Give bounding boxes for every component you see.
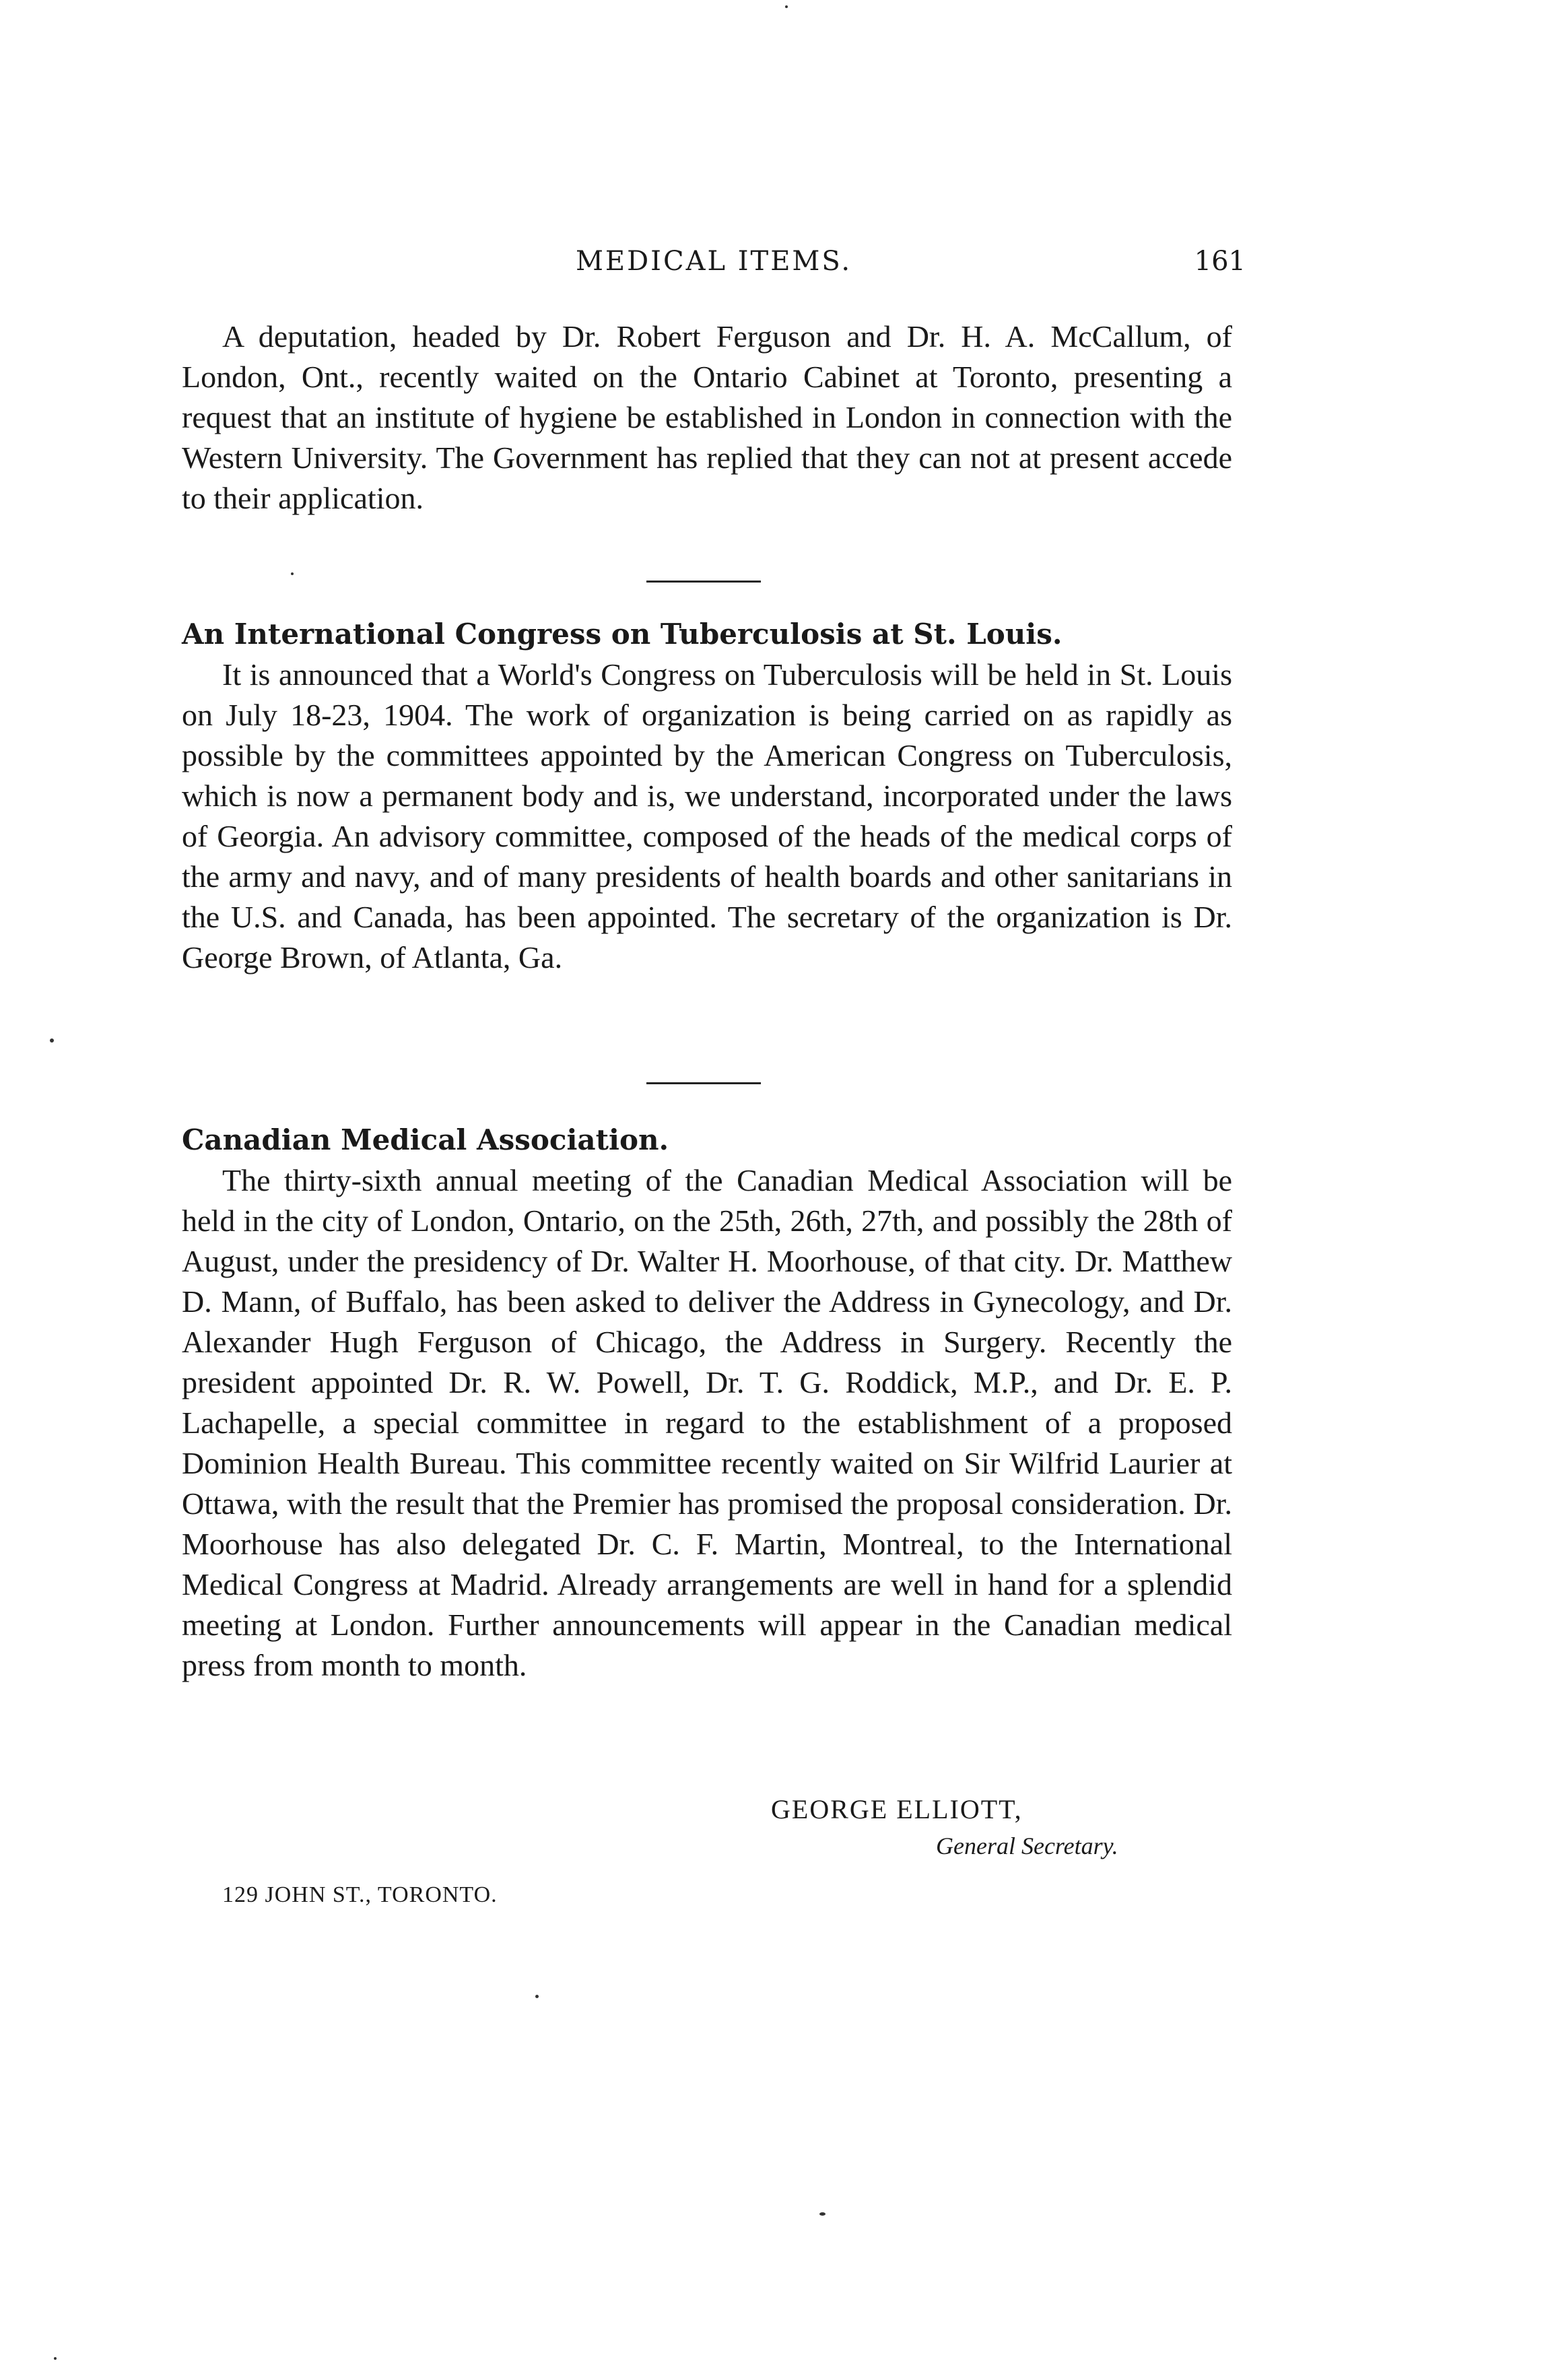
section-divider bbox=[646, 581, 761, 583]
section-heading: Canadian Medical Association. bbox=[182, 1123, 669, 1156]
section-heading: An International Congress on Tuberculosis at St. Louis. bbox=[182, 618, 1063, 651]
scan-speck bbox=[50, 1038, 54, 1043]
scan-speck bbox=[291, 572, 294, 575]
signature-title: General Secretary. bbox=[936, 1832, 1118, 1859]
item-body: A deputation, headed by Dr. Robert Ferguson and Dr. H. A. McCallum, of London, Ont., recently waited on the Ontario Cabinet at Toronto, presenting a request that an institute of hygiene be established in London in connection with the Western University. The Government has replied that they can not at present accede to their application. bbox=[182, 319, 1232, 515]
section-divider bbox=[646, 1082, 761, 1084]
scan-speck bbox=[535, 1995, 539, 1998]
scan-speck bbox=[819, 2212, 825, 2216]
scan-speck bbox=[785, 5, 788, 8]
page-number: 161 bbox=[1194, 246, 1246, 277]
item-body: The thirty-sixth annual meeting of the Canadian Medical Association will be held in the city of London, Ontario, on the 25th, 26th, 27th, and possibly the 28th of August, under the presidency of Dr. Walter H. Moorhouse, of that city. Dr. Matthew D. Mann, of Buffalo, has been asked to deliver the Address in Gynecology, and Dr. Alexander Hugh Ferguson of Chicago, the Address in Surgery. Recently the president appointed Dr. R. W. Powell, Dr. T. G. Roddick, M.P., and Dr. E. P. Lachapelle, a special committee in regard to the establishment of a proposed Dominion Health Bureau. This committee recently waited on Sir Wilfrid Laurier at Ottawa, with the result that the Premier has promised the proposal consideration. Dr. Moorhouse has also delegated Dr. C. F. Martin, Montreal, to the International Medical Congress at Madrid. Already arrangements are well in hand for a splendid meeting at London. Further announcements will appear in the Canadian medical press from month to month. bbox=[182, 1163, 1232, 1682]
item-canadian-medical-association bbox=[182, 1120, 1232, 1686]
running-head: MEDICAL ITEMS. bbox=[575, 246, 852, 277]
address: 129 JOHN ST., TORONTO. bbox=[222, 1882, 498, 1907]
item-tuberculosis-congress bbox=[182, 614, 1232, 978]
page-header bbox=[182, 246, 1246, 286]
item-deputation bbox=[182, 317, 1232, 519]
signature-name: GEORGE ELLIOTT, bbox=[771, 1794, 1023, 1824]
item-body: It is announced that a World's Congress on Tuberculosis will be held in St. Louis on July 18-23, 1904. The work of organization is being carried on as rapidly as possible by the committees appointed by the American Congress on Tuberculosis, which is now a permanent body and is, we understand, incorporated under the laws of Georgia. An advisory committee, composed of the heads of the medical corps of the army and navy, and of many presidents of health boards and other sanitarians in the U.S. and Canada, has been appointed. The secretary of the organization is Dr. George Brown, of Atlanta, Ga. bbox=[182, 657, 1232, 974]
scan-speck bbox=[54, 2357, 57, 2360]
